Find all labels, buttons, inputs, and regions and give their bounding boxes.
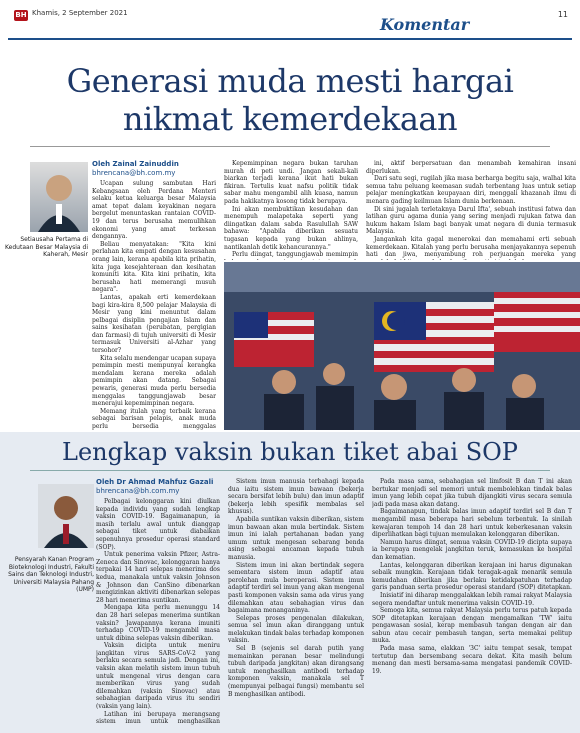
paragraph: Kepemimpinan negara bukan taruhan murah di peti undi. Jangan sekali-kali biarkan terjadi kerana ikut hati bukan fikiran. Tertulis kuat nafsu politik tidak sabar mahu mengambil alih kuasa, namun pada hakikatnya kosong tidak berupaya. (224, 160, 358, 205)
paragraph: Memang itulah yang terbaik kerana sebagai barisan pelapis, anak muda perlu bersedia menggalas (92, 407, 216, 430)
paragraph: Lantas, kelonggaran diberikan kerajaan ini harus digunakan sebaik mungkin. Kerajaan tidak teragak-agak menarik semula kemudahan diberikan jika berlaku ketidakpatuhan terhadap garis panduan serta prosedur operasi standard (SOP) ditetapkan. (372, 561, 572, 592)
paragraph: Sistem imun manusia terbahagi kepada dua iaitu sistem imun bawaan (bekerja secara bersifat lebih bulu) dan imun adaptif (bekerja lebih spesifik membalas sel khusus). (228, 478, 364, 516)
celebration-photo (224, 262, 580, 430)
author2-name: Oleh Dr Ahmad Mahfuz Gazali (96, 478, 214, 486)
article2-col1 (96, 498, 220, 726)
article1-title-line1: Generasi muda mesti hargai (66, 62, 514, 100)
paragraph: Jangankah kita gagal menerokai dan memahami erti sebuah kemerdekaan. Kitalah yang perlu berusaha menjayakannya sepenuh hati dan jiwa, menyambung roh perjuangan mereka yang (366, 235, 576, 259)
paragraph: Kita selalu mendengar ucapan supaya pemimpin mesti mempunyai kerangka mendalam kerana mereka adalah pemimpin akan datang. Sebagai pewaris, generasi muda perlu bersedia menggalas tanggungjawab besar menerajui kepemimpinan negara. (92, 354, 216, 408)
flag-celebration-icon (224, 262, 580, 430)
paragraph: Lantas, apakah erti kemerdekaan bagi kira-kira 8,500 pelajar Malaysia di Mesir yang kini menuntut dalam pelbagai disiplin pengajian Islam dan sains kesihatan (perubatan, pergigian dan farmasi) di tujuh universiti di Mesir termasuk Universiti al-Azhar yang tersohor? (92, 293, 216, 355)
paragraph: Ini akan membuktikan kesudahan dan menempuh malapetaka seperti yang diingatkan dalam sabda Rasulullah SAW bahawa: "Apabila diberikan sesuatu tugasan kepada yang bukan ahlinya, nantikanlah detik kehancurannya." (224, 205, 358, 251)
author1-name: Oleh Zainal Zainuddin (92, 160, 179, 168)
paragraph: Untuk penerima vaksin Pfizer, Astra-Zeneca dan Sinovac, kelonggaran hanya terpakai 14 hari selepas menerima dos kedua, manakala untuk vaksin Johnson & Johnson dan CanSino dibenarkan mengizinkan aktiviti dibenarkan selepas 28 hari menerima suntikan. (96, 551, 220, 604)
article2-rule (30, 470, 550, 471)
paragraph: Perlu diingat, tanggungjawab memimpin (232, 251, 358, 259)
paragraph: Namun harus diingat, semua vaksin COVID-19 dicipta supaya ia berupaya mengelak jangkitan teruk, kemasukan ke hospital dan kematian. (372, 538, 572, 561)
paragraph: Beliau menyatakan: "Kita kini perlahan kita empati dengan kesusahan orang lain, kerana apabila kita prihatin, kita juga kesejahteraan dan kesihatan komuniti kita. Kita kini prihatin, kita berusaha hati memerangi musuh negara". (92, 240, 216, 294)
article2-title: Lengkap vaksin bukan tiket abai SOP (62, 438, 518, 466)
paragraph: Latihan ini berupaya merangsang sistem imun untuk menghasilkan (96, 710, 220, 726)
author2-caption: Pensyarah Kanan Program Bioteknologi Industri, Fakulti Sains dan Teknologi Industri, Universiti Malaysia Pahang (UMP) (8, 556, 94, 593)
author1-portrait-icon (30, 162, 88, 232)
paragraph: Sel B (sejenis sel darah putih yang memainkan peranan besar melindungi tubuh daripada jangkitan) akan dirangsang untuk menghasilkan antibodi terhadap komponen vaksin, manakala sel T (mempunyai pelbagai fungsi) membantu sel B menghasilkan antibodi. (228, 645, 364, 698)
author2-email[interactable]: bhrencana@bh.com.my (96, 487, 180, 495)
paragraph: Apabila suntikan vaksin diberikan, sistem imun bawaan akan mula bertindak. Sistem imun ini ialah pertahanan badan yang umum untuk mengesan sebarang benda asing sebagai ancaman kepada tubuh manusia. (228, 515, 364, 561)
paragraph: Vaksin dicipta untuk meniru jangkitan virus SARS-CoV-2 yang berlaku secara semula jadi. Dengan ini, vaksin akan melatih sistem imun tubuh untuk mengenal virus dengan cara memberikan virus yang sudah dilemahkan (vaksin Sinovac) atau sebahagian daripada virus itu sendiri (vaksin yang lain). (96, 642, 220, 711)
section-name: Komentar (380, 15, 470, 34)
paragraph: Pada masa sama, sebahagian sel limfosit B dan T ini akan bertukar menjadi sel memori untuk membolehkan tindak balas imun yang lebih cepat jika tubuh dijangkiti virus secara semula jadi pada masa akan datang. (372, 478, 572, 508)
paragraph: Inisiatif ini diharap menggalakkan lebih ramai rakyat Malaysia segera mendaftar untuk menerima vaksin COVID-19. (372, 591, 572, 607)
author2-photo (38, 484, 94, 548)
paragraph: Ucapan sulung sambutan Hari Kebangsaan oleh Perdana Menteri selaku ketua keluarga besar Malaysia amat tepat dalam keyakinan negara bergelut menuntaskan rantaian COVID-19 dan terus berusaha memulihkan ekonomi yang amat terkesan dengannya. (92, 180, 216, 241)
paragraph: Sistem imun ini akan bertindak segera sementara sistem imun adaptif atau perolehan mula beroperasi. Sistem imun adaptif terdiri sel imun yang akan mengenal pasti komponen vaksin sama ada virus yang dilemahkan atau sebahagian virus dan bagaimana menanganinya. (228, 561, 364, 615)
article1-col2 (224, 160, 358, 260)
author1-caption: Setiausaha Pertama di Kedutaan Besar Malaysia di Kaherah, Mesir (5, 236, 88, 258)
paragraph: Selepas proses pengenalan dilakukan, semua sel imun akan diranggang untuk melakukan tindak balas terhadap komponen vaksin. (228, 614, 364, 645)
article2-col2 (228, 478, 364, 726)
author1-email[interactable]: bhrencana@bh.com.my (92, 169, 176, 177)
author1-photo (30, 162, 88, 232)
issue-date: Khamis, 2 September 2021 (32, 9, 128, 17)
article2-col3 (372, 478, 572, 726)
paragraph: Mengapa kita perlu menunggu 14 dan 28 hari selepas menerima suntikan vaksin? Jawapannya kerana imuniti terhadap COVID-19 mengambil masa untuk dibina selepas vaksin diberikan. (96, 604, 220, 642)
paragraph: ini, aktif berpersatuan dan menambah kemahiran insani diperlukan. (366, 160, 576, 175)
author2-portrait-icon (38, 484, 94, 548)
paragraph: Di sini jugalah terletaknya Darul Ifta', sebuah institusi fatwa dan latihan guru agama dunia yang sering menjadi rujukan fatwa dan hukum hakam Islam bagi banyak umat negara di dunia termasuk Malaysia. (366, 205, 576, 236)
article1-col3 (366, 160, 576, 260)
paragraph: Dari satu segi, rugilah jika masa berharga begitu saja, walhal kita semua tahu peluang keemasan sudah terbentang luas untuk setiap pelajar meningkatkan keupayaan diri, menggali khazanah ilmu di menara gading keilmuan Islam dunia berkenaan. (366, 175, 576, 205)
paragraph: Pada masa sama, elakkan '3C' iaitu tempat sesak, tempat tertutup dan bersembang secara dekat. Kita masih belum menang dan mesti bersama-sama mengatasi pandemik COVID-19. (372, 645, 572, 675)
article1-title-line2: nikmat kemerdekaan (122, 100, 458, 138)
paragraph: Bagaimanapun, tindak balas imun adaptif terdiri sel B dan T mengambil masa beberapa hari sebelum terbentuk. Ia sinilah kewajaran tempoh 14 dan 28 hari untuk keberkesanan vaksin diperlihatkan bagi tujuan memulakan kelonggaran diberikan. (372, 508, 572, 539)
title-rule (30, 146, 550, 147)
page-number: 11 (557, 10, 568, 19)
paragraph: Pelbagai kelonggaran kini diulkan kepada individu yang sudah lengkap vaksin COVID-19. Bagaimanapun, ia masih terlalu awal untuk dianggap sebagai tiket untuk diabaikan sepenuhnya prosedur operasi standard (SOP). (96, 498, 220, 551)
bh-logo: BH (15, 11, 27, 19)
page-header (8, 6, 572, 40)
paragraph: Semoga kita, semua rakyat Malaysia perlu terus patuh kepada SOP ditetapkan kerajaan dengan mengamalkan 'TW' iaitu pengawasan sosial, kerap membasuh tangan dengan air dan sabun atau cecair pembasuh tangan, serta memakai pelitup muka. (372, 607, 572, 645)
article1-title (0, 62, 580, 138)
article1-col1 (92, 180, 216, 430)
